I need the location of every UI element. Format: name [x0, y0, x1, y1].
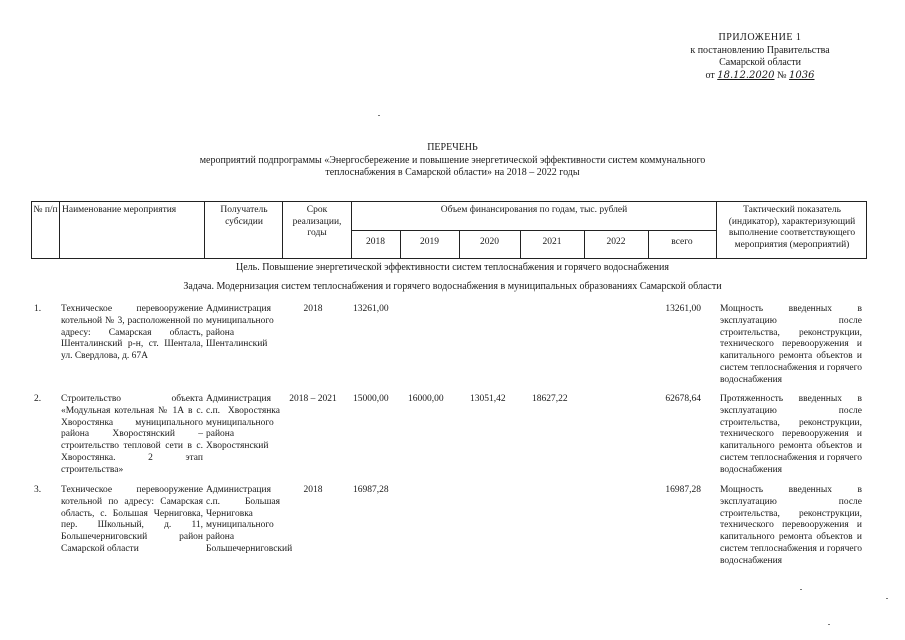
- goal-text: Цель. Повышение энергетической эффективности систем теплоснабжения и горячего водоснабжения: [236, 262, 669, 273]
- scan-speck: [800, 589, 802, 590]
- row-name: Техническое перевооружение котельной № 3, расположенной по адресу: Самарская область, Шенталинский р-н, ст. Шентала, ул. Свердлова, д. 67А: [61, 304, 203, 362]
- row-name: Техническое перевооружение котельной по адресу: Самарская область, с. Большая Черниговка, пер. Школьный, д. 11, Большечерниговский район Самарской области: [61, 485, 203, 554]
- document-title: ПЕРЕЧЕНЬ: [427, 142, 478, 153]
- row-2019: 16000,00: [408, 394, 444, 404]
- number-label: №: [777, 69, 787, 81]
- row-2020: 13051,42: [470, 394, 506, 404]
- row-total: 13261,00: [665, 304, 701, 314]
- row-total: 62678,64: [665, 394, 701, 404]
- header-year-2021: 2021: [542, 237, 562, 247]
- scan-speck: [378, 115, 380, 116]
- row-num: 1.: [34, 304, 42, 314]
- appendix-line-3: Самарской области: [719, 57, 801, 68]
- row-term: 2018: [303, 304, 323, 314]
- header-num: № п/п: [33, 205, 58, 215]
- header-recipient: Получатель субсидии: [220, 205, 268, 227]
- header-border-right: [866, 201, 867, 259]
- header-year-2022: 2022: [606, 237, 626, 247]
- from-label: от: [705, 69, 715, 81]
- row-2018: 15000,00: [353, 394, 389, 404]
- header-col-divider: [716, 201, 717, 259]
- header-border-top: [31, 201, 867, 202]
- scan-speck: [886, 598, 888, 599]
- header-term: Срок реализации, годы: [292, 205, 342, 238]
- row-2018: 13261,00: [353, 304, 389, 314]
- appendix-date-line: [640, 70, 880, 83]
- row-indicator: Мощность введенных в эксплуатацию после строительства, реконструкции, технического перевооружения и капитального ремонта объектов и систем теплоснабжения и горячего водоснабжения: [720, 304, 862, 385]
- appendix-title: ПРИЛОЖЕНИЕ 1: [718, 32, 802, 43]
- header-col-divider: [351, 201, 352, 259]
- row-total: 16987,28: [665, 485, 701, 495]
- row-term: 2018 – 2021: [289, 394, 337, 404]
- row-num: 3.: [34, 485, 42, 495]
- row-recipient: Администрация с.п. Большая Черниговка муниципального района Большечерниговский: [206, 485, 293, 554]
- header-col-divider: [59, 201, 60, 259]
- header-col-divider: [204, 201, 205, 259]
- row-recipient: Администрация с.п. Хворостянка муниципального района Хворостянский: [206, 394, 280, 452]
- resolution-date: 18.12.2020: [717, 69, 775, 81]
- scan-speck: [828, 624, 830, 625]
- header-year-2020: 2020: [480, 237, 499, 247]
- row-indicator: Мощность введенных в эксплуатацию после строительства, реконструкции, технического перевооружения и капитального ремонта объектов и систем теплоснабжения и горячего водоснабжения: [720, 485, 862, 566]
- row-recipient: Администрация муниципального района Шенталинский: [206, 304, 274, 350]
- appendix-block: [640, 32, 880, 82]
- row-2018: 16987,28: [353, 485, 389, 495]
- header-year-2019: 2019: [420, 237, 439, 247]
- header-name: Наименование мероприятия: [62, 205, 177, 215]
- header-total: всего: [671, 237, 693, 247]
- header-border-bottom: [31, 258, 867, 259]
- row-2021: 18627,22: [532, 394, 568, 404]
- header-year-2018: 2018: [366, 237, 385, 247]
- document-subtitle-line-1: мероприятий подпрограммы «Энергосбережение и повышение энергетической эффективности систем коммунального: [199, 155, 706, 166]
- row-indicator: Протяженность введенных в эксплуатацию после строительства, реконструкции, технического перевооружения и капитального ремонта объектов и систем теплоснабжения и горячего водоснабжения: [720, 394, 862, 475]
- header-years-divider: [351, 230, 716, 231]
- header-col-divider: [282, 201, 283, 259]
- task-text: Задача. Модернизация систем теплоснабжения и горячего водоснабжения в муниципальных образованиях Самарской области: [183, 281, 722, 292]
- row-term: 2018: [303, 485, 323, 495]
- row-num: 2.: [34, 394, 42, 404]
- resolution-number: 1036: [789, 69, 815, 81]
- document-subtitle-line-2: теплоснабжения в Самарской области» на 2018 – 2022 годы: [325, 167, 580, 178]
- appendix-line-2: к постановлению Правительства: [690, 44, 830, 56]
- header-funding: Объем финансирования по годам, тыс. рублей: [440, 205, 628, 215]
- header-indicator: Тактический показатель (индикатор), характеризующий выполнение соответствующего мероприятия (мероприятий): [728, 205, 856, 250]
- row-name: Строительство объекта «Модульная котельная № 1А в с. Хворостянка муниципального района Хворостянский – строительство тепловой сети в с. Хворостянка. 2 этап строительства»: [61, 394, 203, 475]
